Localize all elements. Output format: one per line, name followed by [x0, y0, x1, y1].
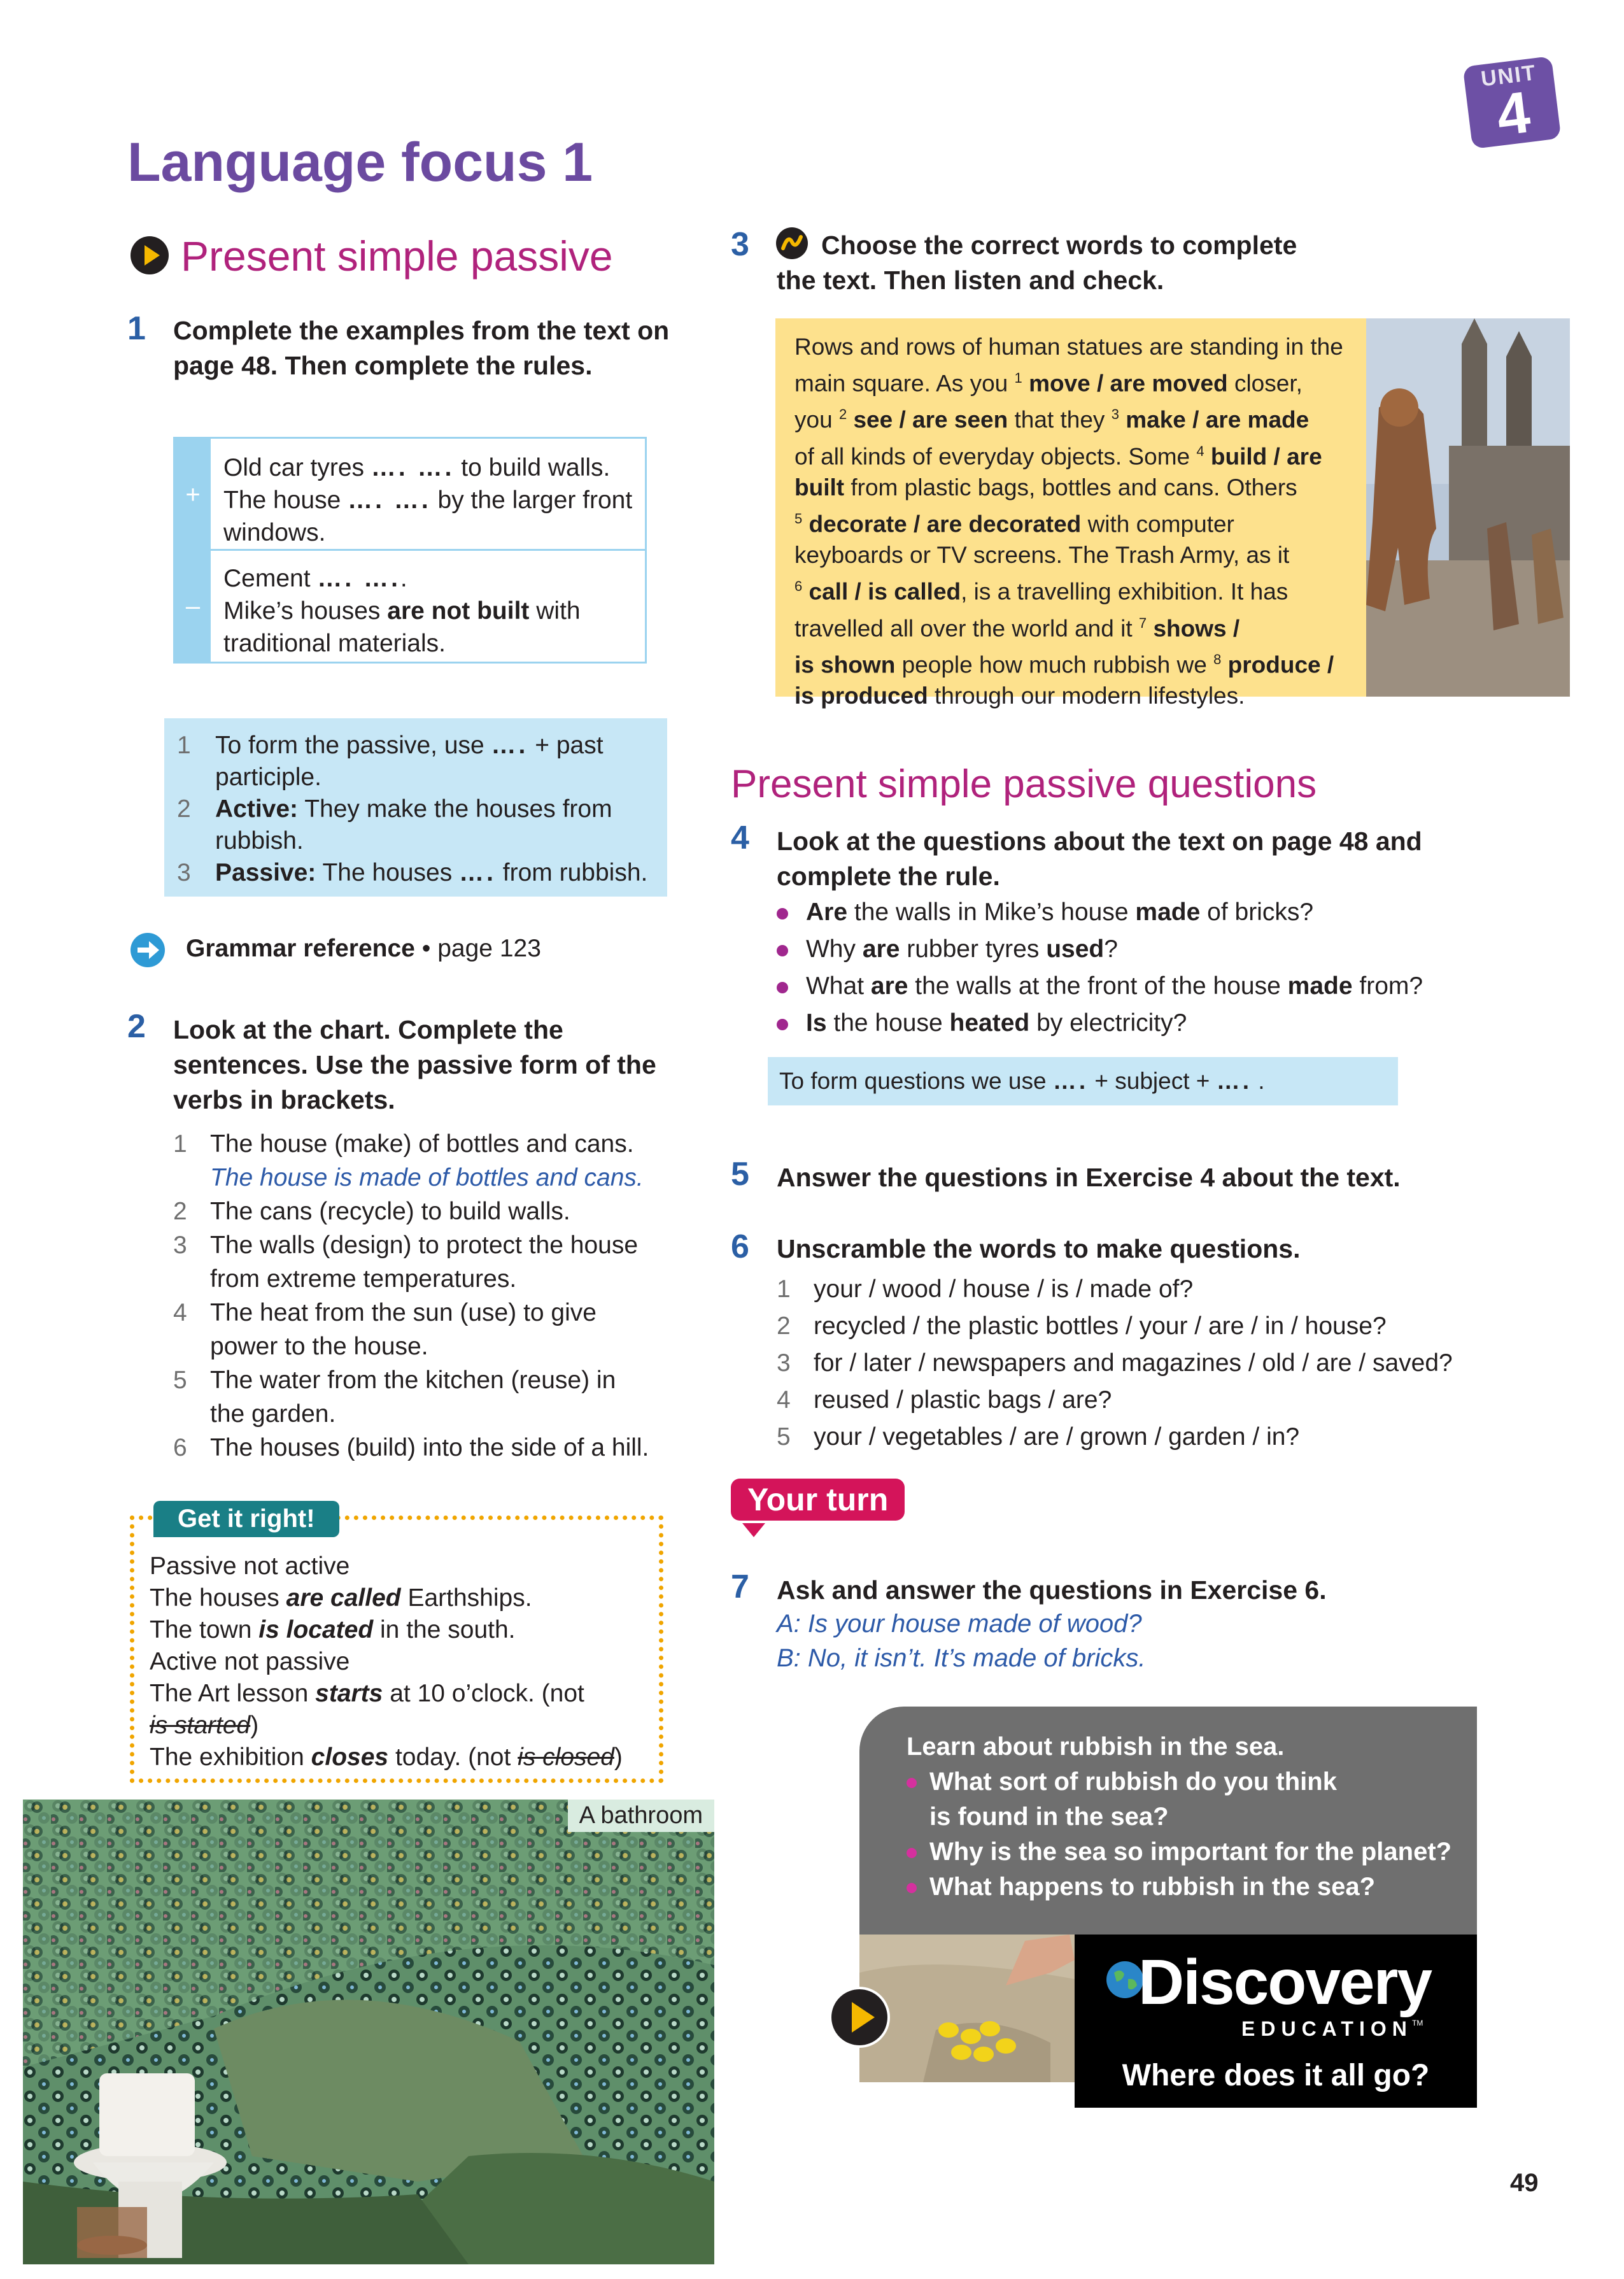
your-turn-tail — [742, 1523, 765, 1537]
grammar-reference-page: page 123 — [437, 935, 541, 962]
gir-line: The Art lesson starts at 10 o’clock. (not — [150, 1680, 584, 1707]
minus-line3: traditional materials. — [223, 630, 446, 657]
list-item: Why is the sea so important for the planet? — [907, 1835, 1451, 1870]
your-turn-label: Your turn — [731, 1479, 905, 1521]
list-item: What happens to rubbish in the sea? — [907, 1870, 1451, 1905]
gap: …. …. — [348, 486, 431, 514]
plus-cell — [175, 439, 211, 551]
rule-item: 1 To form the passive, use …. + past participle. — [177, 732, 604, 791]
discovery-brand: Discovery — [1138, 1947, 1432, 2018]
period: . — [400, 565, 407, 592]
get-it-right-tab: Get it right! — [153, 1501, 339, 1537]
grammar-reference-label: Grammar reference — [186, 935, 415, 962]
gir-line: is started) — [150, 1712, 259, 1739]
exercise-6-list — [777, 1271, 1509, 1456]
page-number: 49 — [1510, 2169, 1539, 2197]
section-heading-passive: Present simple passive — [181, 232, 613, 280]
exercise-4-instruction: Look at the questions about the text on page 48 and complete the rule. — [777, 827, 1422, 891]
exercise-6-number: 6 — [731, 1228, 749, 1265]
play-icon — [130, 236, 169, 275]
list-item: Is the house heated by electricity? — [777, 1005, 1423, 1042]
minus-sign: – — [185, 592, 201, 620]
list-item: 3 for / later / newspapers and magazines / old / are / saved? — [777, 1349, 1453, 1377]
minus-line1: Cement — [223, 565, 311, 592]
plus-line3: windows. — [223, 519, 326, 546]
plus-line1-a: Old car tyres — [223, 454, 365, 481]
section-heading-passive-questions: Present simple passive questions — [731, 762, 1317, 806]
trash-army-text-box: Rows and rows of human statues are standing in the main square. As you $^1$ move / are moved closer, you $^2$ see / are seen that they $^3$ make / are made of all kinds of everyday objects. Some $^4$ build / are built from plastic bags, bottles and cans. Others $^5$ decorate / are decorated with computer keyboards or TV screens. The Trash Army, as it $^6$ call / is called, is a travelling exhibition. It has travelled all over the world and it $^7$ shows / is shown people how much rubbish we $^8$ produce / is produced through our modern lifestyles. — [775, 318, 1366, 697]
unit-number: 4 — [1493, 80, 1534, 148]
gir-line: Passive not active — [150, 1552, 350, 1580]
exercise-5-number: 5 — [731, 1156, 749, 1193]
list-item: 4 reused / plastic bags / are? — [777, 1386, 1112, 1414]
grammar-reference-link[interactable] — [130, 930, 541, 968]
unit-label: UNIT — [1479, 60, 1538, 92]
trash-army-photo — [1366, 318, 1570, 697]
bullet: • — [421, 935, 431, 962]
list-item: 3 The walls (design) to protect the house from extreme temperatures. — [173, 1232, 639, 1293]
exercise-5-instruction: Answer the questions in Exercise 4 about the text. — [777, 1163, 1401, 1192]
list-item: Are the walls in Mike’s house made of bricks? — [777, 894, 1423, 931]
exercise-4-questions — [777, 894, 1423, 1042]
rules-box — [164, 718, 667, 897]
list-item: 1 The house (make) of bottles and cans. The house is made of bottles and cans. — [173, 1130, 644, 1191]
list-item: 4 The heat from the sun (use) to give power to the house. — [173, 1299, 597, 1360]
video-play-icon[interactable] — [829, 1987, 890, 2048]
exercise-2-instruction: Look at the chart. Complete the sentences. Use the passive form of the verbs in brackets. — [173, 1015, 656, 1114]
video-questions — [907, 1729, 1451, 1905]
exercise-2-list — [173, 1127, 682, 1465]
list-item: What sort of rubbish do you think — [907, 1764, 1451, 1800]
list-item: 1 your / wood / house / is / made of? — [777, 1275, 1194, 1303]
exercise-7-instruction: Ask and answer the questions in Exercise 6. — [777, 1575, 1327, 1605]
list-item: 5 The water from the kitchen (reuse) in the garden. — [173, 1367, 616, 1428]
list-item: 2 The cans (recycle) to build walls. — [173, 1198, 570, 1225]
gap: …. …. — [371, 454, 455, 481]
plus-line1-b: to build walls. — [461, 454, 611, 481]
rule-item: 2 Active: They make the houses from rubbish. — [177, 795, 612, 855]
exercise-3-number: 3 — [731, 226, 749, 263]
minus-line2-a: Mike’s houses — [223, 597, 381, 625]
gir-line: The town is located in the south. — [150, 1616, 516, 1644]
plus-line2-b: by the larger front — [437, 486, 633, 514]
gir-line: The exhibition closes today. (not is closed) — [150, 1743, 623, 1771]
exercise-6-instruction: Unscramble the words to make questions. — [777, 1234, 1301, 1263]
gap: …. …. — [317, 565, 400, 592]
plus-line2-a: The house — [223, 486, 341, 514]
plus-sign: + — [185, 481, 201, 509]
exercise-3-instruction: Choose the correct words to complete the text. Then listen and check. — [777, 231, 1297, 295]
exercise-7-answer-b: B: No, it isn’t. It’s made of bricks. — [777, 1644, 1146, 1672]
minus-cell — [175, 551, 211, 662]
list-item: What are the walls at the front of the house made from? — [777, 968, 1423, 1005]
page-title: Language focus 1 — [127, 132, 593, 193]
example-answer: The house is made of bottles and cans. — [210, 1164, 644, 1191]
bathroom-photo — [23, 1800, 714, 2264]
examples-table — [173, 437, 647, 664]
trademark: TM — [1412, 2019, 1423, 2027]
rule-item: 3 Passive: The houses …. from rubbish. — [177, 859, 648, 886]
exercise-7-answer-a: A: Is your house made of wood? — [777, 1610, 1142, 1638]
minus-line2-b: with — [536, 597, 581, 625]
video-thumbnail[interactable] — [859, 1935, 1075, 2082]
arrow-right-icon — [130, 932, 166, 968]
list-item: 2 recycled / the plastic bottles / your / are / in / house? — [777, 1312, 1387, 1340]
list-item: 5 your / vegetables / are / grown / garden / in? — [777, 1423, 1300, 1451]
list-item: Why are rubber tyres used? — [777, 931, 1423, 968]
list-item: is found in the sea? — [929, 1803, 1169, 1831]
minus-line2-bold: are not built — [387, 597, 530, 625]
discovery-education: EDUCATION — [1241, 2017, 1413, 2040]
video-title: Where does it all go? — [1122, 2059, 1430, 2092]
bathroom-caption: A bathroom — [568, 1800, 714, 1832]
exercise-4-number: 4 — [731, 820, 749, 856]
gir-line: Active not passive — [150, 1648, 350, 1675]
exercise-1-number: 1 — [127, 310, 146, 347]
exercise-2-number: 2 — [127, 1008, 146, 1045]
gir-line: The houses are called Earthships. — [150, 1584, 532, 1612]
exercise-7-number: 7 — [731, 1568, 749, 1605]
video-title-prompt: Learn about rubbish in the sea. — [907, 1733, 1285, 1761]
list-item: 6 The houses (build) into the side of a hill. — [173, 1434, 649, 1461]
get-it-right-box — [130, 1505, 663, 1783]
question-rule-box: To form questions we use …. + subject + …. . — [768, 1057, 1398, 1105]
unit-badge — [1463, 56, 1562, 149]
exercise-1-instruction: Complete the examples from the text on page 48. Then complete the rules. — [173, 316, 670, 380]
video-title-bar[interactable] — [1075, 2049, 1477, 2108]
